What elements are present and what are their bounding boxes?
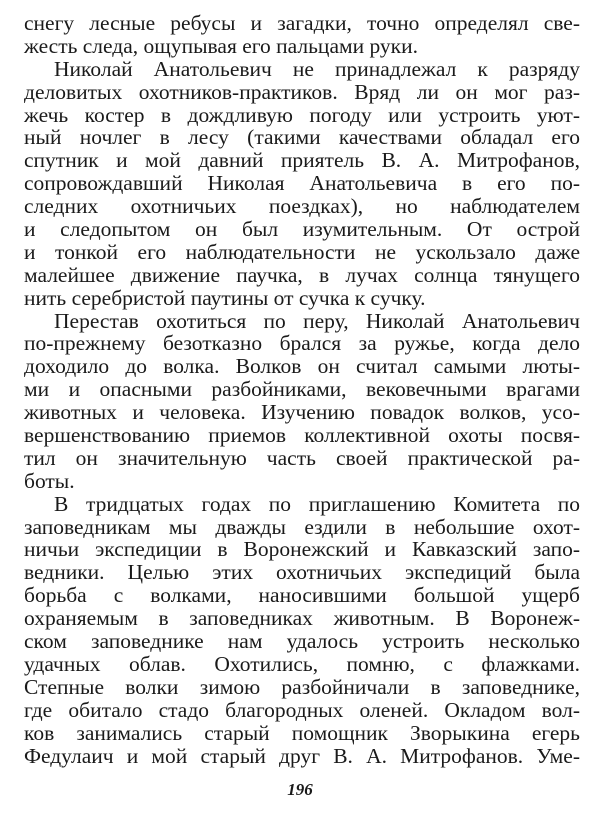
text-line: по-прежнему безотказно брался за ружье, когда дело	[24, 331, 580, 356]
text-line: следних охотничьих поездках), но наблюдателем	[24, 194, 580, 219]
text-line: Федулаич и мой старый друг В. А. Митрофанов. Уме-	[24, 743, 580, 768]
text-line: В тридцатых годах по приглашению Комитета по	[54, 491, 580, 516]
paragraph	[24, 58, 580, 310]
text-line: и следопытом он был изумительным. От острой	[24, 217, 580, 242]
paragraph	[24, 493, 580, 768]
text-line: боты.	[24, 468, 75, 493]
text-line: вершенствованию приемов коллективной охоты посвя-	[24, 423, 580, 448]
text-line: ми и опасными разбойниками, вековечными врагами	[24, 377, 580, 402]
text-line: ков занимались старый помощник Зворыкина егерь	[24, 720, 580, 745]
text-line: ный ночлег в лесу (такими качествами обладал его	[24, 125, 580, 150]
text-line: жечь костер в дождливую погоду или устроить уют-	[24, 102, 580, 127]
text-line: Степные волки зимою разбойничали в заповеднике,	[24, 674, 580, 699]
text-line: и тонкой его наблюдательности не ускользало даже	[24, 239, 580, 264]
text-line: жесть следа, ощупывая его пальцами руки.	[24, 33, 419, 58]
paragraph	[24, 12, 580, 58]
text-line: сопровождавший Николая Анатольевича в его по-	[24, 171, 580, 196]
text-line: ничьи экспедиции в Воронежский и Кавказский запо-	[24, 537, 580, 562]
text-line: заповедникам мы дважды ездили в небольшие охот-	[24, 514, 580, 539]
text-line: ском заповеднике нам удалось устроить несколько	[24, 629, 580, 654]
text-line: Перестав охотиться по перу, Николай Анатольевич	[54, 308, 580, 333]
text-line: животных и человека. Изучению повадок волков, усо-	[24, 400, 580, 425]
text-line: спутник и мой давний приятель В. А. Митрофанов,	[24, 148, 580, 173]
text-line: охраняемым в заповедниках животным. В Воронеж-	[24, 606, 580, 631]
text-line: нить серебристой паутины от сучка к сучку.	[24, 285, 426, 310]
text-line: борьба с волками, наносившими большой ущерб	[24, 583, 580, 608]
page-number: 196	[287, 780, 313, 799]
paragraph	[24, 310, 580, 493]
text-line: доходило до волка. Волков он считал самыми люты-	[24, 354, 580, 379]
text-line: удачных облав. Охотились, помню, с флажками.	[24, 651, 580, 676]
text-line: деловитых охотников-практиков. Вряд ли он мог раз-	[24, 79, 580, 104]
text-line: ведники. Целью этих охотничьих экспедиций была	[24, 560, 580, 585]
text-line: где обитало стадо благородных оленей. Окладом вол-	[24, 697, 580, 722]
text-line: малейшее движение паучка, в лучах солнца тянущего	[24, 262, 580, 287]
text-line: тил он значительную часть своей практической ра-	[24, 445, 580, 470]
text-line: Николай Анатольевич не принадлежал к разряду	[54, 56, 580, 81]
text-line: снегу лесные ребусы и загадки, точно определял све-	[24, 11, 580, 35]
page-body-text	[24, 12, 580, 767]
